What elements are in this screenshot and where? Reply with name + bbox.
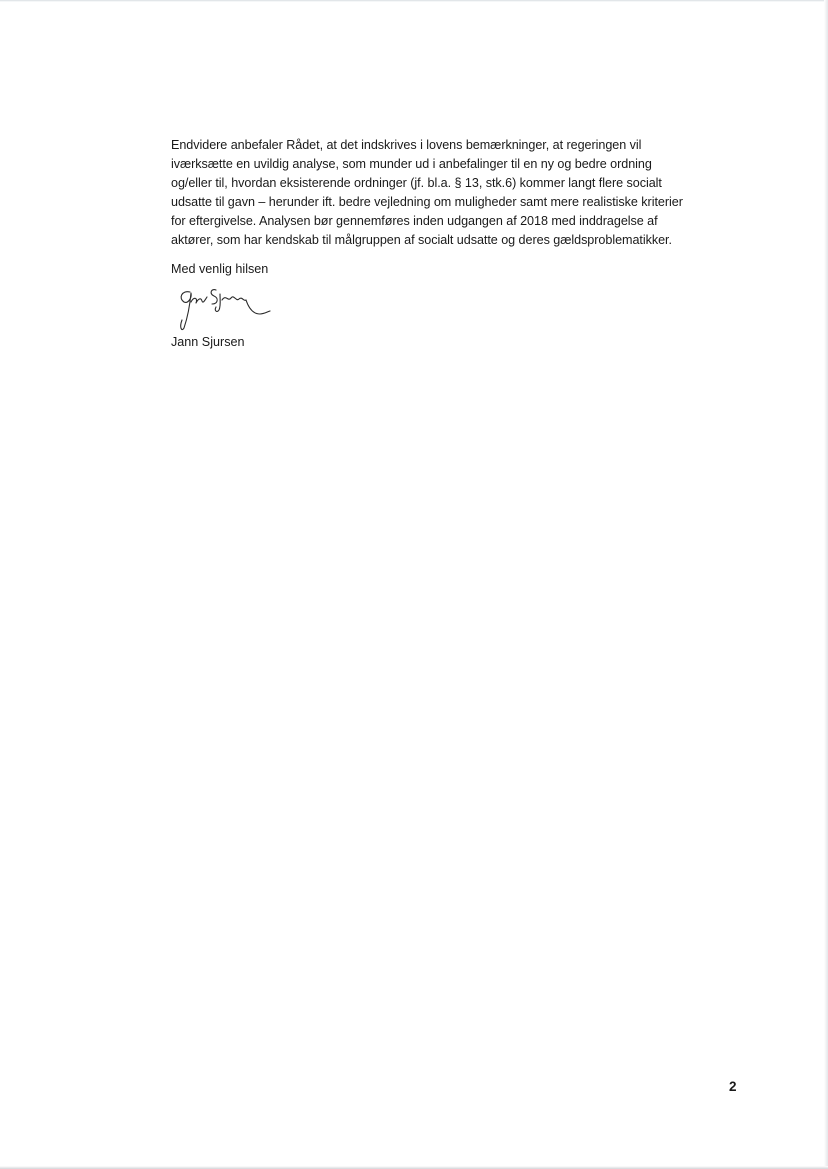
page-number: 2 [729,1079,737,1094]
closing-greeting: Med venlig hilsen [171,262,269,276]
handwritten-signature-icon [176,284,272,334]
signer-name: Jann Sjursen [171,335,245,349]
body-paragraph: Endvidere anbefaler Rådet, at det indskrives i lovens bemærkninger, at regeringen vil iværksætte en uvildig analyse, som munder ud i anbefalinger til en ny og bedre ordning og/eller til, hvordan eksisterende ordninger (jf. bl.a. § 13, stk.6) kommer langt flere socialt udsatte til gavn – herunder ift. bedre vejledning om muligheder samt mere realistiske kriterier for eftergivelse. Analysen bør gennemføres inden udgangen af 2018 med inddragelse af aktører, som har kendskab til målgruppen af socialt udsatte og deres gældsproblematikker. [171,138,683,247]
scan-edge-top [0,0,828,2]
scan-edge-right [824,0,828,1169]
